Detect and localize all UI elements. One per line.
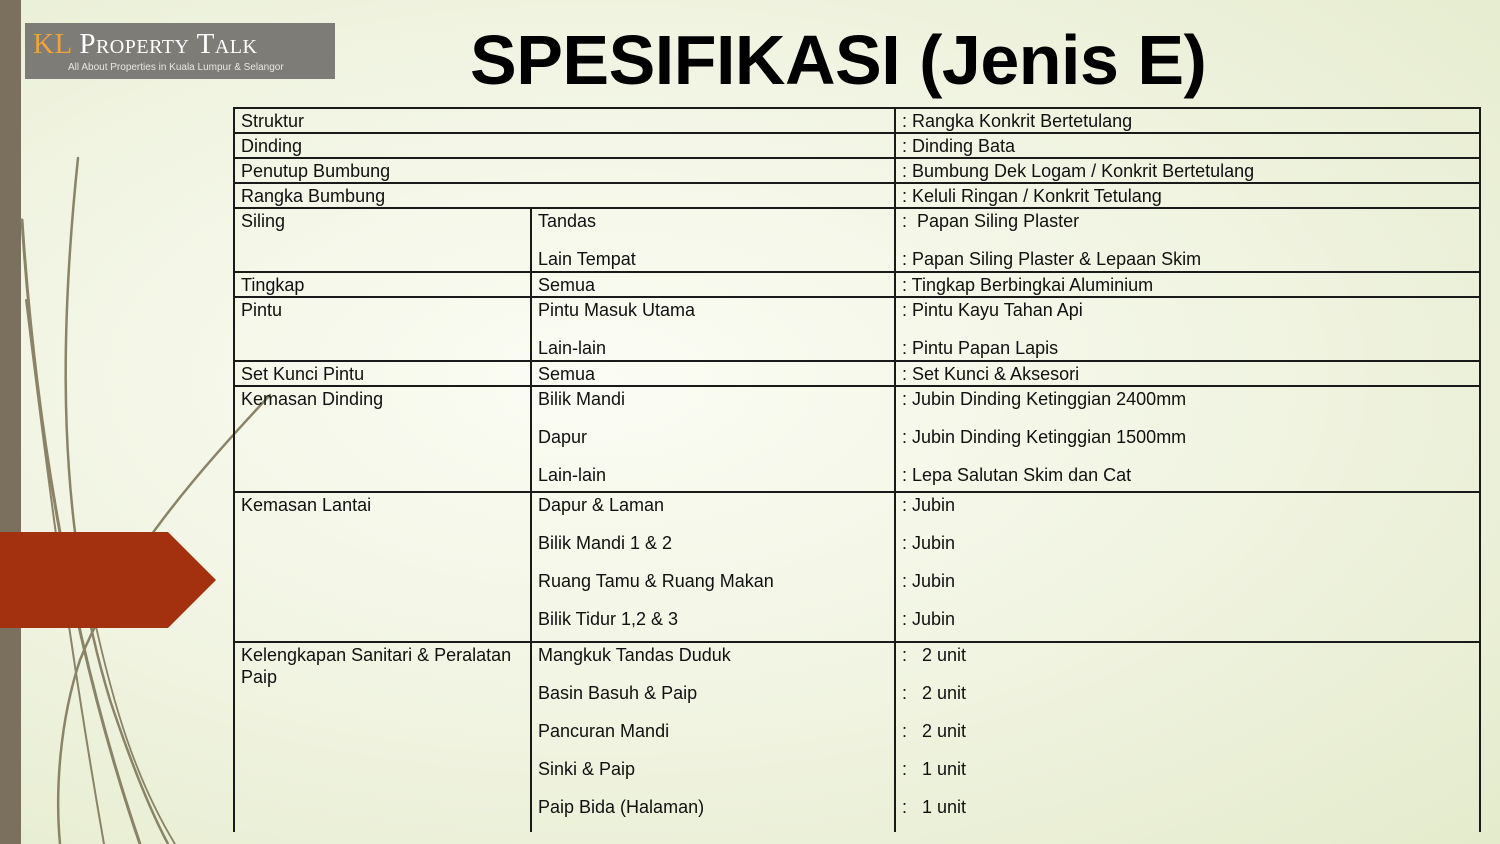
spec-item: Pintu Masuk Utama	[538, 300, 696, 320]
spec-item: Dapur	[538, 427, 588, 447]
spec-item: Bilik Tidur 1,2 & 3	[538, 609, 679, 629]
spec-item: Dapur & Laman	[538, 495, 665, 515]
site-logo	[25, 23, 335, 79]
spec-category-label: Kemasan Dinding	[241, 389, 384, 409]
spec-value-cell	[895, 158, 1480, 183]
spec-value-cell	[895, 492, 1480, 642]
table-row	[234, 492, 1480, 642]
spec-category	[234, 158, 895, 183]
spec-item-cell	[531, 642, 895, 832]
spec-item: Bilik Mandi 1 & 2	[538, 533, 673, 553]
logo-brand-text: Property Talk	[79, 28, 258, 60]
spec-item: Lain-lain	[538, 465, 607, 485]
table-row	[234, 158, 1480, 183]
spec-item-cell	[531, 272, 895, 297]
logo-tagline: All About Properties in Kuala Lumpur & Selangor	[68, 62, 284, 73]
spec-value: : Keluli Ringan / Konkrit Tetulang	[902, 186, 1162, 206]
spec-category-label: Penutup Bumbung	[241, 161, 391, 181]
spec-category	[234, 108, 895, 133]
spec-value: : Rangka Konkrit Bertetulang	[902, 111, 1133, 131]
spec-value: : Papan Siling Plaster	[902, 211, 1080, 231]
spec-category-label: Struktur	[241, 111, 305, 131]
red-arrow-shape	[0, 532, 216, 628]
spec-item: Semua	[538, 275, 596, 295]
spec-value: : Jubin	[902, 609, 956, 629]
spec-item-cell	[531, 208, 895, 272]
page-title: SPESIFIKASI (Jenis E)	[470, 21, 1207, 99]
spec-item: Lain Tempat	[538, 249, 636, 269]
specification-table-body	[234, 108, 1480, 832]
table-row	[234, 272, 1480, 297]
spec-value-cell	[895, 361, 1480, 386]
spec-value: : Pintu Papan Lapis	[902, 338, 1059, 358]
spec-value-cell	[895, 386, 1480, 492]
spec-category-label: Kelengkapan Sanitari & Peralatan Paip	[241, 645, 512, 687]
spec-item: Tandas	[538, 211, 597, 231]
table-row	[234, 133, 1480, 158]
spec-category	[234, 642, 531, 832]
spec-value-cell	[895, 208, 1480, 272]
spec-value-cell	[895, 108, 1480, 133]
spec-value: : Jubin	[902, 533, 956, 553]
logo-brand-name	[33, 27, 335, 61]
table-row	[234, 386, 1480, 492]
spec-value: : Tingkap Berbingkai Aluminium	[902, 275, 1154, 295]
spec-value-cell	[895, 642, 1480, 832]
spec-value: : 2 unit	[902, 683, 967, 703]
spec-value: : 2 unit	[902, 645, 967, 665]
spec-category	[234, 361, 531, 386]
table-row	[234, 297, 1480, 361]
spec-item: Basin Basuh & Paip	[538, 683, 698, 703]
spec-value: : Dinding Bata	[902, 136, 1016, 156]
spec-item: Pancuran Mandi	[538, 721, 670, 741]
spec-value-cell	[895, 297, 1480, 361]
spec-category	[234, 297, 531, 361]
table-row	[234, 208, 1480, 272]
spec-category-label: Siling	[241, 211, 286, 231]
spec-category	[234, 492, 531, 642]
table-row	[234, 183, 1480, 208]
spec-item-cell	[531, 386, 895, 492]
specification-table	[233, 107, 1481, 832]
spec-item: Ruang Tamu & Ruang Makan	[538, 571, 774, 591]
spec-category-label: Pintu	[241, 300, 283, 320]
spec-item-cell	[531, 297, 895, 361]
spec-item-cell	[531, 361, 895, 386]
spec-category	[234, 272, 531, 297]
spec-category-label: Dinding	[241, 136, 303, 156]
spec-value: : 1 unit	[902, 797, 967, 817]
spec-value: : Bumbung Dek Logam / Konkrit Bertetulang	[902, 161, 1255, 181]
spec-category	[234, 183, 895, 208]
spec-item: Mangkuk Tandas Duduk	[538, 645, 731, 665]
spec-value: : Set Kunci & Aksesori	[902, 364, 1080, 384]
spec-value: : Papan Siling Plaster & Lepaan Skim	[902, 249, 1202, 269]
spec-category-label: Kemasan Lantai	[241, 495, 372, 515]
table-row	[234, 108, 1480, 133]
spec-item-cell	[531, 492, 895, 642]
spec-value: : Jubin	[902, 571, 956, 591]
logo-initials: KL	[33, 28, 72, 60]
spec-item: Bilik Mandi	[538, 389, 626, 409]
spec-value: : 1 unit	[902, 759, 967, 779]
spec-value-cell	[895, 183, 1480, 208]
spec-category	[234, 208, 531, 272]
spec-value: : Jubin Dinding Ketinggian 1500mm	[902, 427, 1187, 447]
spec-category-label: Set Kunci Pintu	[241, 364, 365, 384]
spec-item: Paip Bida (Halaman)	[538, 797, 705, 817]
spec-value-cell	[895, 133, 1480, 158]
spec-value: : Jubin Dinding Ketinggian 2400mm	[902, 389, 1187, 409]
spec-item: Sinki & Paip	[538, 759, 636, 779]
spec-category-label: Rangka Bumbung	[241, 186, 386, 206]
spec-value: : Jubin	[902, 495, 956, 515]
table-row	[234, 642, 1480, 832]
spec-value: : Lepa Salutan Skim dan Cat	[902, 465, 1132, 485]
spec-item: Lain-lain	[538, 338, 607, 358]
spec-category	[234, 386, 531, 492]
spec-category	[234, 133, 895, 158]
table-row	[234, 361, 1480, 386]
spec-category-label: Tingkap	[241, 275, 305, 295]
spec-item: Semua	[538, 364, 596, 384]
spec-value-cell	[895, 272, 1480, 297]
spec-value: : Pintu Kayu Tahan Api	[902, 300, 1083, 320]
spec-value: : 2 unit	[902, 721, 967, 741]
